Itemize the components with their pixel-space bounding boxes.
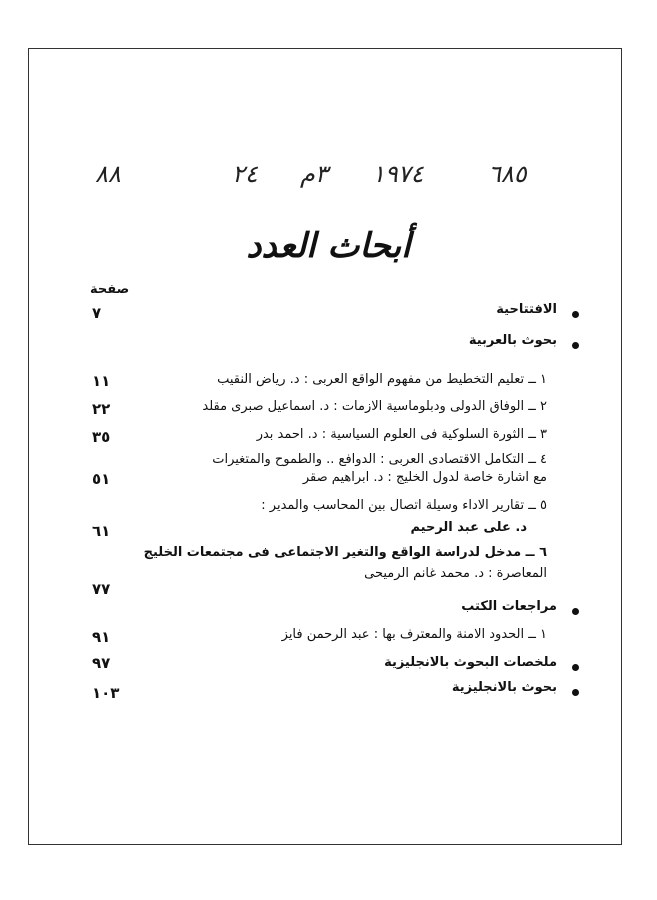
page-number: ٥١ [92, 470, 111, 488]
page-number: ٧٧ [92, 580, 111, 598]
section-title: مراجعات الكتب [461, 599, 557, 614]
section-title: بحوث بالانجليزية [451, 680, 557, 695]
page-number: ٢٢ [92, 400, 111, 418]
page-number: ٧ [92, 304, 102, 322]
handwritten-date-year: ١٩٧٤ [372, 160, 424, 188]
page-title: أبحاث العدد [246, 226, 411, 266]
page-number: ٩١ [92, 628, 111, 646]
bullet [572, 311, 579, 318]
bullet [572, 608, 579, 615]
bullet [572, 664, 579, 671]
page-number: ٩٧ [92, 654, 111, 672]
bullet [572, 342, 579, 349]
toc-item: ٢ ــ الوفاق الدولى ودبلوماسية الازمات : د. اسماعيل صبرى مقلد [202, 399, 547, 414]
toc-item: ١ ــ تعليم التخطيط من مفهوم الواقع العربى : د. رياض النقيب [217, 372, 547, 387]
page-number: ١٠٣ [92, 684, 120, 702]
section-title: ملخصات البحوث بالانجليزية [384, 655, 557, 670]
page-column-header: صفحة [90, 282, 130, 297]
bullet [572, 689, 579, 696]
toc-item-continued: مع اشارة خاصة لدول الخليج : د. ابراهيم صقر [302, 470, 547, 485]
page-number: ٦١ [92, 522, 111, 540]
page-number: ١١ [92, 372, 111, 390]
handwritten-number: ٦٨٥ [488, 160, 527, 188]
handwritten-date-day: ٢٤ [232, 160, 258, 188]
toc-item-continued: المعاصرة : د. محمد غانم الرميحى [364, 566, 547, 581]
page-number: ٣٥ [92, 428, 111, 446]
toc-item: ٣ ــ الثورة السلوكية فى العلوم السياسية : د. احمد بدر [256, 427, 547, 442]
handwritten-code: ٨٨ [95, 160, 121, 188]
toc-item: ١ ــ الحدود الامنة والمعترف بها : عبد الرحمن فايز [281, 627, 547, 642]
toc-item: ٤ ــ التكامل الاقتصادى العربى : الدوافع .. والطموح والمتغيرات [212, 452, 547, 467]
section-title: بحوث بالعربية [468, 333, 557, 348]
section-title: الافتتاحية [496, 302, 557, 317]
toc-item-continued: د. على عبد الرحيم [410, 520, 527, 535]
toc-item: ٥ ــ تقارير الاداء وسيلة اتصال بين المحاسب والمدير : [261, 498, 547, 513]
toc-item: ٦ ــ مدخل لدراسة الواقع والتغير الاجتماعى فى مجتمعات الخليج [143, 545, 547, 560]
handwritten-date-month: ٣م [300, 160, 328, 188]
